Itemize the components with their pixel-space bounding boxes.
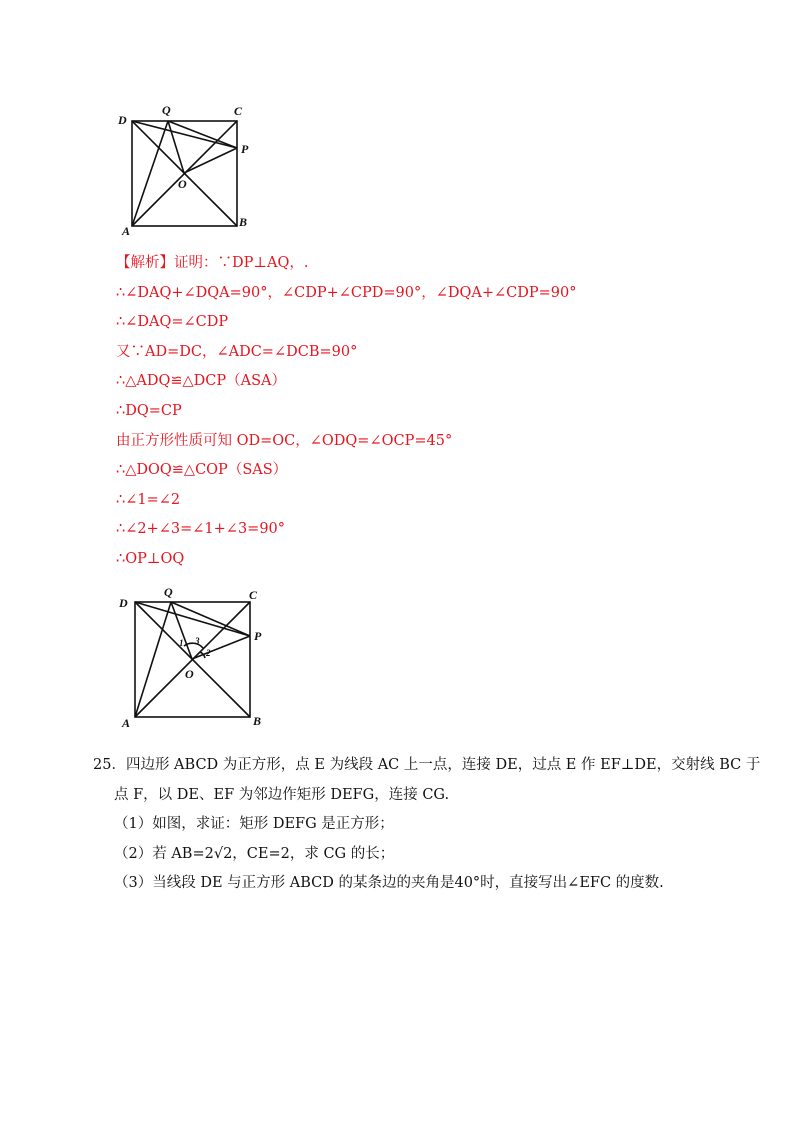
label-o-2: O [185, 667, 194, 681]
label-d-2: D [119, 596, 128, 610]
question-part-3: （3）当线段 DE 与正方形 ABCD 的某条边的夹角是40°时，直接写出∠EFC 的度数. [114, 875, 664, 891]
label-a-2: A [122, 716, 131, 730]
segment-qp-2 [171, 602, 250, 636]
question-25 [93, 755, 760, 903]
solution-line-9: ∴∠1=∠2 [116, 491, 181, 508]
label-b: B [239, 215, 248, 229]
label-p: P [241, 142, 249, 156]
solution-line-8: ∴△DOQ≌△COP（SAS） [116, 462, 288, 479]
question-part-2: （2）若 AB=2√2，CE=2，求 CG 的长； [114, 845, 395, 862]
label-a: A [122, 224, 131, 238]
solution-line-5: ∴△ADQ≌△DCP（ASA） [116, 373, 287, 390]
label-p-2: P [254, 629, 262, 643]
label-q-2: Q [164, 585, 173, 599]
figure-1 [112, 98, 262, 238]
segment-dp [132, 121, 237, 148]
figure-2 [115, 582, 275, 732]
square-diagram-2 [115, 582, 275, 732]
solution-line-2: ∴∠DAQ+∠DQA=90°，∠CDP+∠CPD=90°，∠DQA+∠CDP=90° [116, 284, 577, 301]
solution-line-6: ∴DQ=CP [116, 402, 182, 419]
label-c-2: C [249, 588, 258, 602]
solution-line-10: ∴∠2+∠3=∠1+∠3=90° [116, 521, 286, 538]
angle-label-3: 3 [195, 636, 200, 646]
question-line-1 [93, 755, 760, 785]
square-diagram-1 [112, 98, 262, 238]
question-text-1: 四边形 ABCD 为正方形，点 E 为线段 AC 上一点，连接 DE，过点 E 作 EF⊥DE，交射线 BC 于 [125, 757, 761, 773]
angle-label-1: 1 [179, 638, 184, 648]
angle-label-2: 2 [206, 648, 211, 658]
label-o: O [178, 177, 187, 191]
question-number: 25． [93, 757, 126, 773]
question-part-1: （1）如图，求证：矩形 DEFG 是正方形； [114, 816, 394, 832]
question-line-2: 点 F，以 DE、EF 为邻边作矩形 DEFG，连接 CG. [114, 786, 450, 803]
label-c: C [234, 104, 243, 118]
solution-block [116, 253, 577, 579]
segment-qp [168, 121, 237, 148]
label-d: D [118, 113, 127, 127]
segment-op-2 [192, 636, 250, 659]
solution-line-7: 由正方形性质可知 OD=OC，∠ODQ=∠OCP=45° [116, 432, 453, 449]
label-q: Q [162, 103, 171, 117]
segment-op [184, 148, 237, 173]
solution-line-4: 又∵AD=DC，∠ADC=∠DCB=90° [116, 343, 358, 360]
solution-line-1: 【解析】证明：∵DP⊥AQ，. [116, 255, 309, 271]
solution-line-3: ∴∠DAQ=∠CDP [116, 314, 229, 331]
segment-aq [132, 121, 168, 226]
label-b-2: B [253, 714, 262, 728]
solution-line-11: ∴OP⊥OQ [116, 550, 185, 567]
